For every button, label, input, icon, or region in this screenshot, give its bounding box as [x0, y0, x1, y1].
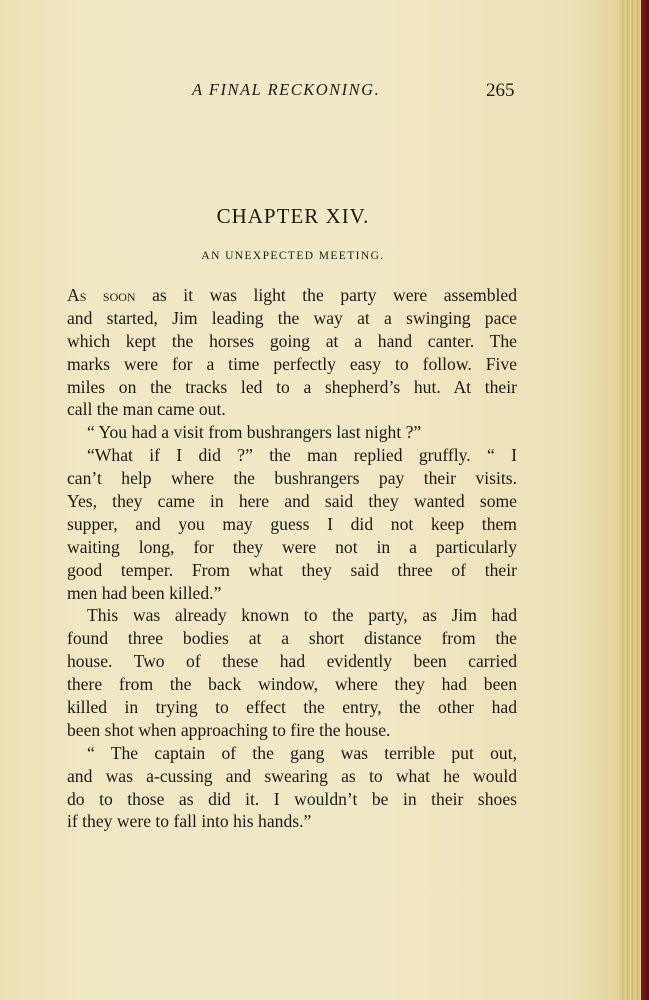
chapter-title: CHAPTER XIV. [216, 204, 370, 228]
text-line: house. Two of these had evidently been carried [67, 651, 517, 672]
text-line: Yes, they came in here and said they wanted some [67, 491, 517, 512]
text-line: do to those as did it. I wouldn’t be in their shoes [67, 788, 517, 809]
text-line: found three bodies at a short distance from the [67, 628, 517, 649]
text-line [67, 284, 517, 307]
text-line: supper, and you may guess I did not keep them [67, 513, 517, 534]
text-line: good temper. From what they said three of their [67, 559, 517, 580]
text-line: men had been killed.” [67, 582, 222, 603]
body-text [67, 284, 517, 833]
running-title: A FINAL RECKONING. [192, 80, 381, 99]
chapter-subtitle: AN UNEXPECTED MEETING. [201, 250, 385, 262]
text-line: “ The captain of the gang was terrible put out, [87, 742, 517, 763]
text-line: can’t help where the bushrangers pay their visits. [67, 468, 517, 489]
text-line: killed in trying to effect the entry, the other had [67, 697, 517, 718]
text-line: miles on the tracks led to a shepherd’s hut. At their [67, 376, 517, 397]
text-line: call the man came out. [67, 399, 226, 420]
page-number: 265 [486, 80, 515, 101]
text-line: and was a-cussing and swearing as to what he would [67, 765, 517, 786]
text-line: if they were to fall into his hands.” [67, 811, 312, 832]
text-line: which kept the horses going at a hand canter. The [67, 330, 517, 351]
text-line: waiting long, for they were not in a particularly [67, 536, 517, 557]
text-line: been shot when approaching to fire the house. [67, 719, 391, 740]
text-line: marks were for a time perfectly easy to follow. Five [67, 353, 517, 374]
text-line: and started, Jim leading the way at a swinging pace [67, 307, 517, 328]
text-line-content: as it was light the party were assembled [135, 285, 518, 305]
text-line: there from the back window, where they had been [67, 674, 517, 695]
text-line: This was already known to the party, as Jim had [87, 605, 517, 626]
opening-words: As soon [67, 285, 136, 305]
text-line: “ You had a visit from bushrangers last night ?” [87, 422, 422, 443]
text-line: “What if I did ?” the man replied gruffly. “ I [87, 445, 517, 466]
running-head [0, 80, 620, 104]
book-binding [641, 0, 649, 1000]
